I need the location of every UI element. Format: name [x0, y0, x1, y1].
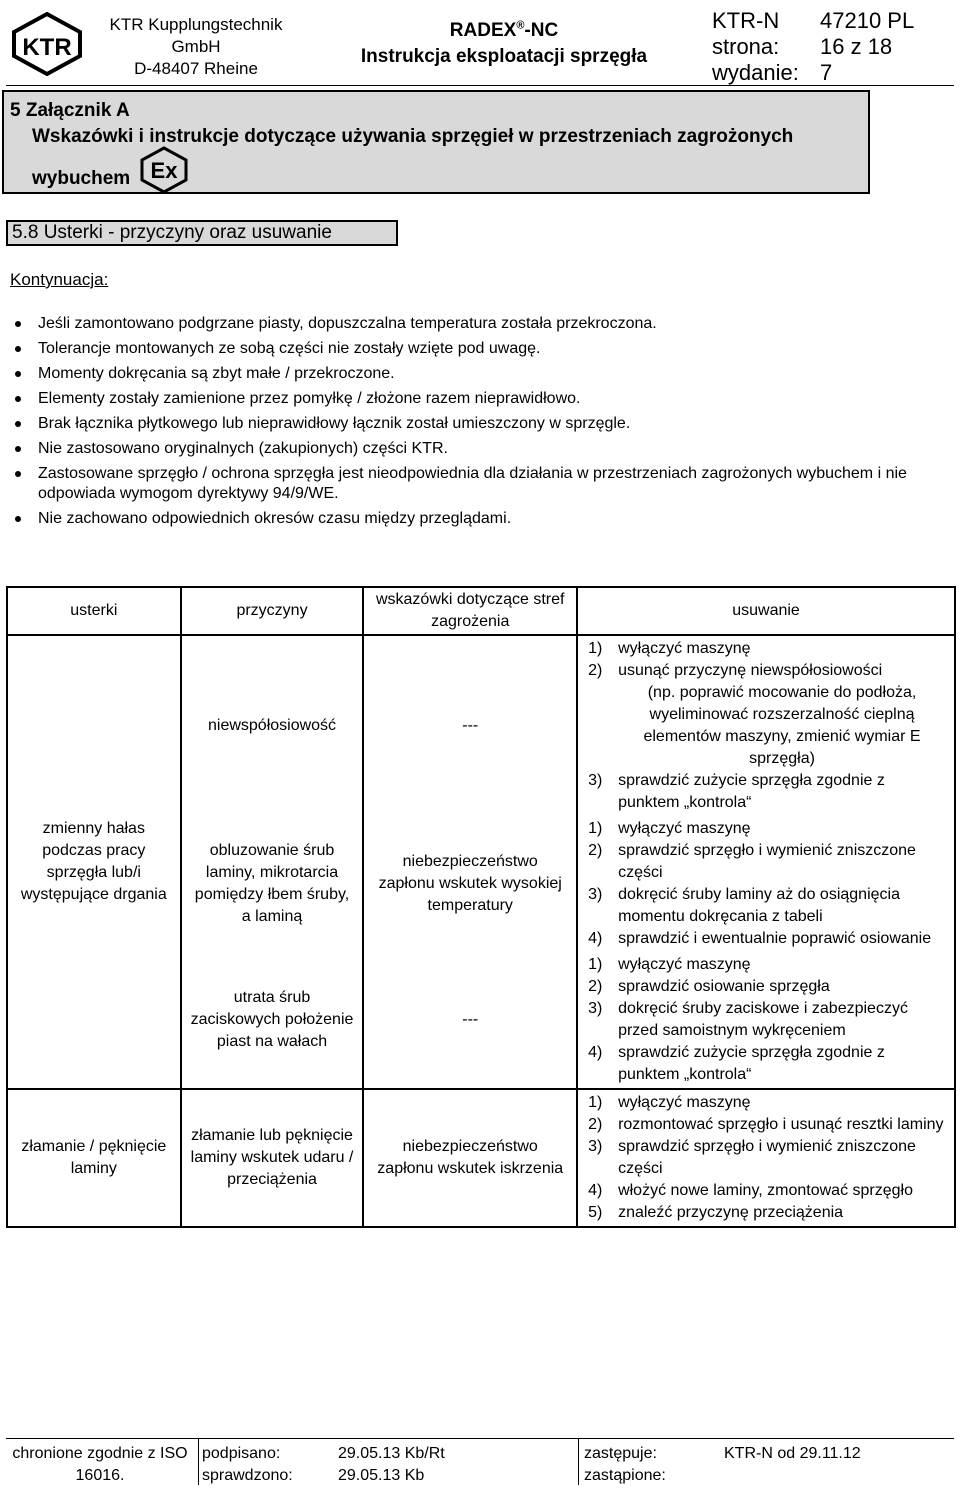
remedy-step: 4) włożyć nowe laminy, zmontować sprzęgło: [588, 1182, 913, 1199]
checked-value: 29.05.13 Kb: [338, 1467, 425, 1484]
subsection-heading: 5.8 Usterki - przyczyny oraz usuwanie: [6, 220, 398, 246]
cause-cell: obluzowanie śrub laminy, mikrotarcia pomiędzy łbem śruby, a laminą: [181, 816, 364, 952]
company-line: D-48407 Rheine: [134, 59, 258, 78]
remedy-cell: [577, 1089, 955, 1227]
remedy-step: 4) sprawdzić i ewentualnie poprawić osiowanie: [588, 930, 932, 947]
checked-label: sprawdzono:: [202, 1467, 293, 1484]
replaces-value: KTR-N od 29.11.12: [724, 1445, 861, 1462]
continuation-label: Kontynuacja:: [10, 270, 109, 289]
remedy-step: 1) wyłączyć maszynę: [588, 1094, 751, 1111]
zone-cell: ---: [363, 635, 577, 816]
zone-cell: niebezpieczeństwo zapłonu wskutek wysokiej temperatury: [363, 816, 577, 952]
remedy-steps: [578, 952, 954, 1088]
ex-mark-text: Ex: [150, 158, 178, 183]
ktr-logo: [10, 12, 84, 76]
remedy-step: (np. poprawić mocowanie do podłoża, wyeliminować rozszerzalność cieplną elementów maszyny, zmienić wymiar E sprzęgła): [643, 684, 921, 767]
col-header: usuwanie: [577, 587, 955, 635]
document-title: [306, 18, 702, 70]
product-name: RADEX®-NC: [449, 19, 559, 41]
col-header: przyczyny: [181, 587, 364, 635]
remedy-step: 1) wyłączyć maszynę: [588, 640, 751, 657]
section-heading: [2, 90, 870, 194]
remedy-step: 2) sprawdzić osiowanie sprzęgła: [588, 978, 830, 995]
remedy-step: 2) rozmontować sprzęgło i usunąć resztki laminy: [588, 1116, 944, 1133]
meta-row: KTR-N 47210 PL: [712, 8, 915, 33]
replaced-label: zastąpione:: [584, 1467, 666, 1484]
remedy-steps: [578, 1090, 954, 1226]
list-item: Nie zastosowano oryginalnych (zakupionych) części KTR.: [12, 439, 942, 459]
replaces-label: zastępuje:: [584, 1445, 657, 1462]
remedy-step: 1) wyłączyć maszynę: [588, 820, 751, 837]
footer-divider: [578, 1439, 579, 1485]
cause-cell: utrata śrub zaciskowych położenie piast na wałach: [181, 952, 364, 1089]
fault-cell: zmienny hałas podczas pracy sprzęgła lub/i występujące drgania: [7, 635, 181, 1089]
remedy-step: 4) sprawdzić zużycie sprzęgła zgodnie z punktem „kontrola“: [588, 1044, 885, 1083]
list-item: Brak łącznika płytkowego lub nieprawidłowy łącznik został umieszczony w sprzęgle.: [12, 414, 942, 434]
section-number: 5 Załącznik A: [10, 100, 130, 121]
list-item: Zastosowane sprzęgło / ochrona sprzęgła jest nieodpowiednia dla działania w przestrzeniach zagrożonych wybuchem i nie odpowiada wymogom dyrektywy 94/9/WE.: [12, 464, 942, 504]
remedy-steps: [578, 636, 954, 816]
meta-row: strona: 16 z 18: [712, 34, 893, 59]
remedy-step: 3) sprawdzić sprzęgło i wymienić zniszczone części: [588, 1138, 916, 1177]
company-line: GmbH: [171, 37, 221, 56]
page-footer: [6, 1438, 954, 1484]
remedy-step: 5) znaleźć przyczynę przeciążenia: [588, 1204, 844, 1221]
manual-title: Instrukcja eksploatacji sprzęgła: [360, 46, 648, 67]
remedy-step: 3) dokręcić śruby laminy aż do osiągnięcia momentu dokręcania z tabeli: [588, 886, 900, 925]
col-header: usterki: [7, 587, 181, 635]
list-item: Jeśli zamontowano podgrzane piasty, dopuszczalna temperatura została przekroczona.: [12, 314, 942, 334]
section-title: Wskazówki i instrukcje dotyczące używania sprzęgieł w przestrzeniach zagrożonych: [32, 126, 794, 147]
signed-label: podpisano:: [202, 1445, 281, 1462]
footer-divider: [198, 1439, 199, 1485]
list-item: Momenty dokręcania są zbyt małe / przekroczone.: [12, 364, 942, 384]
signed-value: 29.05.13 Kb/Rt: [338, 1445, 445, 1462]
ex-explosion-icon: [138, 146, 190, 194]
remedy-step: 2) sprawdzić sprzęgło i wymienić zniszczone części: [588, 842, 916, 881]
remedy-steps: [578, 816, 954, 952]
list-item: Nie zachowano odpowiednich okresów czasu między przeglądami.: [12, 509, 942, 529]
table-row: [7, 1089, 955, 1227]
company-line: KTR Kupplungstechnik: [109, 15, 283, 34]
table-row: [7, 635, 955, 816]
cause-cell: niewspółosiowość: [181, 635, 364, 816]
zone-cell: niebezpieczeństwo zapłonu wskutek iskrzenia: [363, 1089, 577, 1227]
page-header: [6, 4, 954, 86]
company-info: [96, 14, 296, 80]
faults-table: [6, 586, 956, 1228]
table-header-row: [7, 587, 955, 635]
logo-text: KTR: [22, 34, 72, 61]
copyright-note: chronione zgodnie z ISO 16016.: [12, 1445, 188, 1484]
remedy-cell: [577, 635, 955, 816]
remedy-cell: [577, 816, 955, 952]
list-item: Elementy zostały zamienione przez pomyłkę / złożone razem nieprawidłowo.: [12, 389, 942, 409]
zone-cell: ---: [363, 952, 577, 1089]
section-title-end: wybuchem Ex: [10, 164, 868, 194]
remedy-step: 2) usunąć przyczynę niewspółosiowości: [588, 662, 883, 679]
remedy-step: 1) wyłączyć maszynę: [588, 956, 751, 973]
remedy-cell: [577, 952, 955, 1089]
meta-row: wydanie: 7: [712, 60, 833, 85]
cause-cell: złamanie lub pęknięcie laminy wskutek udaru / przeciążenia: [181, 1089, 364, 1227]
list-item: Tolerancje montowanych ze sobą części nie zostały wzięte pod uwagę.: [12, 339, 942, 359]
bullet-list: [12, 314, 942, 534]
remedy-step: 3) dokręcić śruby zaciskowe i zabezpieczyć przed samoistnym wykręceniem: [588, 1000, 908, 1039]
document-meta: [712, 8, 952, 86]
remedy-step: 3) sprawdzić zużycie sprzęgła zgodnie z punktem „kontrola“: [588, 772, 885, 811]
col-header: wskazówki dotyczące stref zagrożenia: [363, 587, 577, 635]
fault-cell: złamanie / pęknięcie laminy: [7, 1089, 181, 1227]
